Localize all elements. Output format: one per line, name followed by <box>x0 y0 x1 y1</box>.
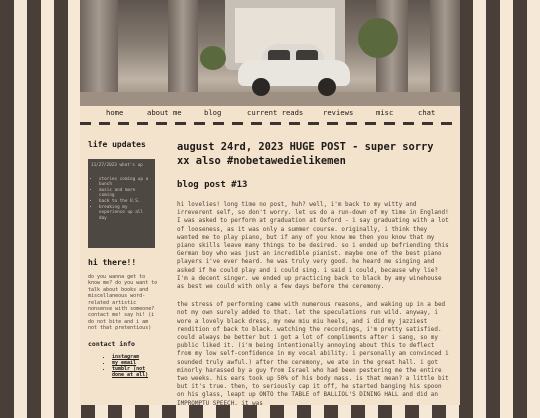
post-title: august 24rd, 2023 HUGE POST - super sorry xx also #nobetawedielikemen <box>177 141 434 167</box>
update-item: • breaking my experience up all day <box>99 205 152 222</box>
nav-chat[interactable]: chat <box>418 108 436 117</box>
nav-misc[interactable]: misc <box>376 108 394 117</box>
post-number: blog post #13 <box>177 180 248 190</box>
nav-reviews[interactable]: reviews <box>323 108 354 117</box>
post-paragraph: hi lovelies! long time no post, huh? well, i'm back to my witty and irreverent self, so don't worry. let us do a run-down of my time in England! I was asked to perform at graduation at Oxford - i say graduating with a lot of looseness, as it was only a summer course. originally, i think they wanted me to play piano, but if any of you know me then you know that my piano skills leave many things to be desired. so i ended up befriending this German boy who was just an incredible pianist. maybe one of the best piano players i've ever heard. he was truly very good. he heard me singing and asked if he could play and i could sing. i said i could, because why lie? I'm a decent singer. we ended up practicing back to black by amy winehouse as best we could with only a few days before the ceremony. <box>177 201 449 291</box>
tumblr-link[interactable]: tumblr (not done at all) <box>112 365 149 378</box>
sidebar <box>88 140 158 378</box>
car-photo <box>238 42 350 98</box>
updates-intro: 11/27/2023 what's up <box>91 163 143 168</box>
page-container <box>80 0 460 405</box>
hi-there-heading: hi there!! <box>88 258 137 267</box>
top-navigation <box>80 106 460 120</box>
update-item: • stories coming up a bunch <box>99 177 152 188</box>
blog-post <box>177 140 449 418</box>
nav-home[interactable]: home <box>106 108 124 117</box>
dashed-divider <box>80 122 460 125</box>
nav-current-reads[interactable]: current reads <box>247 108 304 117</box>
post-paragraph: the stress of performing came with numerous reasons, and waking up in a bed not my own surely added to that. let the speculations run wild. anyway, i wore a lovely black dress, my new miu miu heels, and i did my jazziest rendition of back to black. watching the recordings, i'm pretty satisfied. could always be better but i got a lot of compliments after i sang, so my public liked it. (i'm being intentionally annoying about this to deflect from my low self-confidence in my vocal ability. i personally am convinced i sounded truly awful.) after the ceremony, we ate in the great hall. i got minorly harassed by a guy from Israel who had been pestering me the entire two weeks. his ears took up 50% of his body mass. is that mean? a little bit but it's true. then, to seriously cap it off, he started banging his spoon on his glass, leapt up ONTO the TABLE of BALLIOL'S DINING HALL and did an IMPROMPTU SPEECH. it was <box>177 301 449 407</box>
hi-there-text: do you wanna get to know me? do you want to talk about books and miscellaneous word-related artistic nonsense with someone? contact me! say hi! (i do not bite and i am not that pretentious) <box>88 274 158 332</box>
update-item: • music and more coming <box>99 188 152 199</box>
contact-info-heading: contact info <box>88 339 135 348</box>
update-item: • back to the U.S. <box>99 199 152 205</box>
header-banner-photo <box>80 0 460 106</box>
contact-link-tumblr <box>112 366 158 378</box>
email-link[interactable]: my email <box>112 359 137 366</box>
life-updates-heading: life updates <box>88 140 146 149</box>
nav-about-me[interactable]: about me <box>147 108 182 117</box>
instagram-link[interactable]: instagram <box>112 353 140 360</box>
nav-blog[interactable]: blog <box>204 108 222 117</box>
contact-links <box>88 354 158 378</box>
life-updates-box[interactable] <box>88 159 155 248</box>
